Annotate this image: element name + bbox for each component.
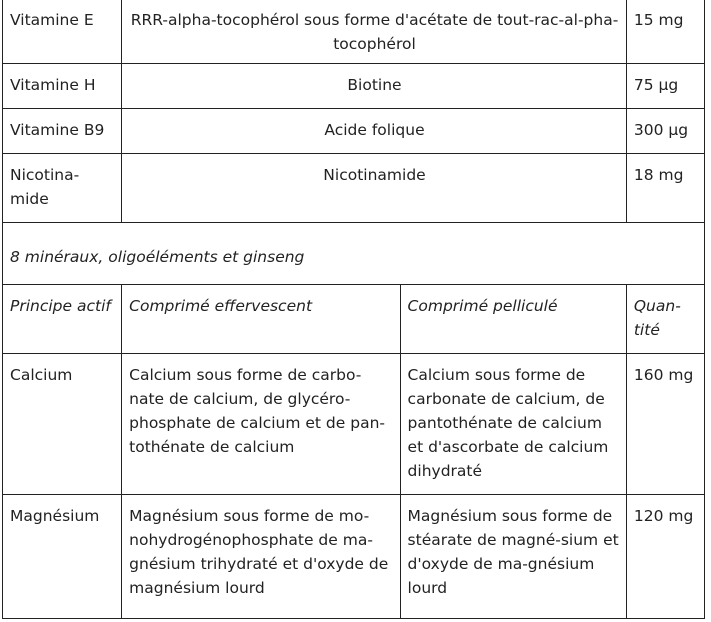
vitamin-quantity: 18 mg [626,154,704,223]
section-title-row [3,223,705,285]
mineral-quantity: 160 mg [626,354,704,495]
column-header-film: Comprimé pelliculé [400,285,626,354]
mineral-name: Calcium [3,354,122,495]
vitamin-name: Vitamine H [3,64,122,109]
composition-table [2,0,705,619]
mineral-effervescent: Magnésium sous forme de mo-nohydrogénophosphate de ma-gnésium trihydraté et d'oxyde de magnésium lourd [122,495,400,619]
table-row [3,154,705,223]
section-title: 8 minéraux, oligoéléments et ginseng [3,223,705,285]
mineral-effervescent: Calcium sous forme de carbo-nate de calcium, de glycéro-phosphate de calcium et de pan-tothénate de calcium [122,354,400,495]
mineral-film: Magnésium sous forme de stéarate de magné-sium et d'oxyde de ma-gnésium lourd [400,495,626,619]
vitamin-quantity: 75 µg [626,64,704,109]
table-row [3,109,705,154]
vitamin-quantity: 300 µg [626,109,704,154]
column-header-quantity: Quan-tité [626,285,704,354]
table-row [3,0,705,64]
vitamin-name: Nicotina-mide [3,154,122,223]
column-header-principle: Principe actif [3,285,122,354]
vitamin-name: Vitamine B9 [3,109,122,154]
table-row [3,354,705,495]
table-row [3,64,705,109]
vitamin-form: Acide folique [122,109,627,154]
mineral-name: Magnésium [3,495,122,619]
column-header-effervescent: Comprimé effervescent [122,285,400,354]
mineral-film: Calcium sous forme de carbonate de calcium, de pantothénate de calcium et d'ascorbate de calcium dihydraté [400,354,626,495]
vitamin-form: Biotine [122,64,627,109]
vitamin-form: Nicotinamide [122,154,627,223]
vitamin-name: Vitamine E [3,0,122,64]
mineral-quantity: 120 mg [626,495,704,619]
table-row [3,495,705,619]
header-row [3,285,705,354]
vitamin-form: RRR-alpha-tocophérol sous forme d'acétate de tout-rac-al-pha-tocophérol [122,0,627,64]
vitamin-quantity: 15 mg [626,0,704,64]
